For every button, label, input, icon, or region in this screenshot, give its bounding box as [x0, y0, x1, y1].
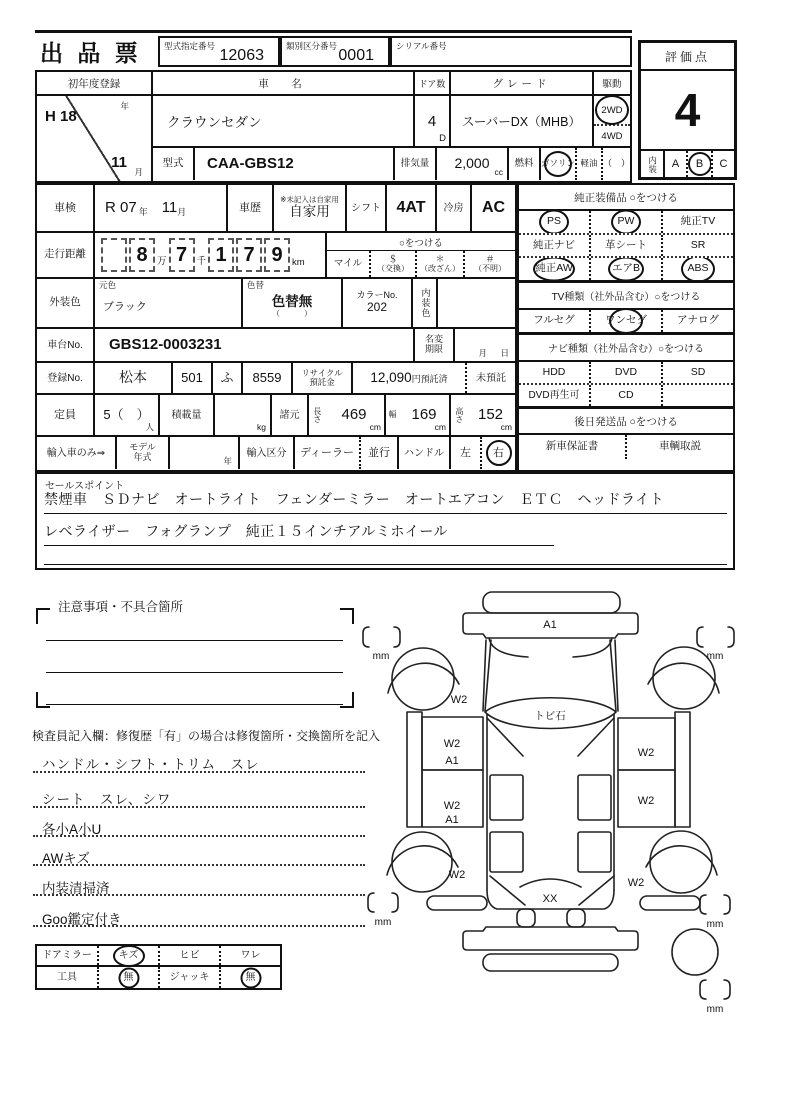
notes-line-1: [46, 626, 343, 641]
recycle-deposit: 12,090 円預託済: [353, 363, 467, 393]
classification-box: [280, 36, 390, 67]
spec-label: 諸元: [272, 395, 309, 435]
notes-bracket-tl: [36, 608, 50, 624]
registration-class: 501: [173, 363, 213, 393]
model-year-label: モデル 年式: [117, 437, 170, 469]
inspector-item-2: シート スレ、シワ: [42, 792, 172, 807]
cond-hibi: ヒビ: [160, 946, 221, 965]
tv-fullseg: フルセグ: [519, 310, 591, 332]
chassis-value: GBS12-0003231: [95, 329, 415, 361]
import-type-label: 輸入区分: [240, 437, 295, 469]
interior-color-label: 内装色: [413, 279, 438, 327]
inspector-item-6: Goo鑑定付き: [42, 912, 122, 927]
length-value: 469 cm: [324, 395, 386, 435]
equip-pw: PW: [591, 211, 663, 233]
displacement-value: 2,000 cc: [437, 148, 509, 180]
model-designation-box: [158, 36, 280, 67]
diagram-mm-br: mm: [706, 919, 724, 930]
navi-panel: [519, 335, 733, 409]
import-row: [37, 437, 515, 469]
handle-left: 左: [451, 437, 482, 469]
first-reg-cell: H 18 年 11 月: [37, 96, 151, 181]
serial-box: [390, 36, 632, 67]
rename-deadline-value: 月 日: [478, 347, 509, 358]
equipment-title: 純正装備品 ○をつける: [519, 185, 733, 211]
doors-value: 4 D: [427, 112, 446, 144]
detail-table: [35, 183, 517, 472]
evaluation-score: 4: [674, 84, 701, 136]
mileage-row: [37, 233, 515, 279]
shipping-panel: [519, 409, 733, 459]
equipment-panel: [519, 185, 733, 283]
evaluation-title: 評価点: [641, 43, 734, 71]
equip-ps: PS: [519, 211, 591, 233]
shaken-value: R 07 年 11 月: [95, 185, 228, 231]
diagram-hood-label: トビ石: [534, 710, 566, 722]
tv-analog: アナログ: [677, 314, 719, 327]
shaken-row: [37, 185, 515, 233]
diagram-rdoor1-label: W2: [637, 747, 655, 759]
page-title: 出 品 票: [40, 39, 142, 66]
inspector-line-6: [33, 912, 365, 927]
inspector-item-5: 内装清掃済: [42, 881, 110, 896]
shift-value: 4AT: [387, 185, 437, 231]
diagram-front-label: A1: [543, 619, 557, 631]
left-front-wheel: [392, 648, 454, 710]
shipping-manual: 車輌取説: [659, 440, 701, 453]
diagram-rdoor2-label: W2: [637, 795, 655, 807]
interior-grade-c: C: [719, 157, 728, 170]
inspector-line-3: [33, 822, 365, 837]
tv-panel: [519, 283, 733, 335]
interior-grade-b: B: [688, 151, 713, 177]
inspector-line-4: [33, 851, 365, 866]
load-label: 積載量: [160, 395, 215, 435]
registration-row: [37, 363, 515, 395]
fuel-other: （ ）: [602, 158, 630, 169]
sales-line-3: [44, 553, 727, 565]
grade-label: グレード: [451, 72, 592, 96]
displacement-label: 排気量: [395, 148, 437, 180]
notes-line-3: [46, 690, 343, 705]
fuel-diesel: 軽油: [577, 148, 603, 180]
tv-oneseg: ワンセグ: [591, 310, 663, 332]
exterior-base: 元色 ブラック: [95, 279, 243, 327]
cond-kizu: キズ: [99, 946, 160, 965]
mark-dollar: ＄ （交換）: [371, 251, 417, 277]
registration-number: 8559: [243, 363, 293, 393]
classification-label: 類別区分番号: [286, 41, 338, 51]
chassis-label: 車台No.: [37, 329, 95, 361]
model-designation-label: 型式指定番号: [164, 41, 216, 51]
model-year-value: 年: [170, 437, 240, 469]
height-label: 高さ: [454, 407, 464, 423]
length-label: 長さ: [312, 407, 322, 423]
diagram-rr-fender-label: W2: [627, 877, 645, 889]
front-bumper: [483, 592, 620, 613]
mark-hash: ＃ （不明）: [474, 253, 506, 273]
history-label: 車歴: [228, 185, 274, 231]
diagram-ldoor1-label2: A1: [445, 755, 459, 767]
first-reg-label: 初年度登録: [37, 72, 151, 96]
capacity-value: 5（ ） 人: [95, 395, 160, 435]
mileage-mark-header: ○をつける: [327, 233, 515, 251]
cond-doormirror: ドアミラー: [37, 946, 99, 965]
equip-abs: ABS: [663, 258, 733, 280]
exterior-change: 色替 色替無 （ ）: [243, 279, 343, 327]
fuel-label: 燃料: [509, 148, 541, 180]
cond-jack: ジャッキ: [160, 967, 221, 988]
navi-title: ナビ種類（社外品含む）○をつける: [519, 335, 733, 362]
diagram-rear-label: XX: [542, 893, 558, 905]
model-designation-value: 12063: [219, 47, 264, 64]
diagram-ldoor1-label1: W2: [443, 738, 461, 750]
diagram-ldoor2-label2: A1: [445, 814, 459, 826]
spare-tire: [672, 929, 718, 975]
width-value: 169 cm: [399, 395, 451, 435]
interior-color-value: [438, 279, 515, 327]
notes-label: 注意事項・不具合箇所: [58, 600, 184, 614]
diagram-mm-spare: mm: [706, 1004, 724, 1015]
height-value: 152 cm: [477, 405, 512, 432]
recycle-not-deposited: 未預託: [476, 372, 506, 384]
right-front-door: [618, 718, 675, 770]
exterior-row: [37, 279, 515, 329]
width-label: 幅: [388, 409, 397, 419]
registration-kana: ふ: [213, 363, 243, 393]
registration-label: 登録No.: [37, 363, 95, 393]
mark-mile: マイル: [327, 251, 371, 277]
inspector-line-2: [33, 793, 365, 808]
condition-table: [35, 944, 282, 990]
navi-blank: [663, 385, 733, 406]
shipping-warranty: 新車保証書: [519, 435, 627, 459]
registration-area: 松本: [95, 363, 173, 393]
rename-deadline-label: 名変 期限: [415, 329, 455, 361]
equip-tv: 純正TV: [680, 215, 716, 228]
diagram-mm-tl: mm: [372, 651, 390, 662]
evaluation-box: [638, 40, 737, 180]
load-value: kg: [215, 395, 272, 435]
sales-line-1: 禁煙車 ＳＤナビ オートライト フェンダーミラー オートエアコン ＥＴＣ ヘッドライト: [44, 489, 727, 514]
car-name-label: 車 名: [153, 72, 413, 96]
equip-navi: 純正ナビ: [519, 235, 591, 257]
sales-points-box: [35, 472, 735, 570]
serial-label: シリアル番号: [396, 41, 447, 51]
tv-title: TV種類（社外品含む）○をつける: [519, 283, 733, 310]
equip-aw: 純正AW: [519, 258, 591, 280]
car-name: クラウンセダン: [166, 115, 262, 130]
handle-label: ハンドル: [399, 437, 451, 469]
cond-tool: 工具: [37, 967, 99, 988]
navi-sd: SD: [690, 365, 706, 378]
navi-dvd-play: DVD再生可: [519, 385, 591, 406]
inspector-line-5: [33, 881, 365, 896]
inspector-item-3: 各小A小U: [42, 822, 102, 837]
capacity-row: [37, 395, 515, 437]
mileage-digits: 8 万 7 千 1 7 9 km: [95, 233, 327, 277]
drive-4wd: 4WD: [601, 130, 623, 142]
exterior-colorno: カラーNo. 202: [343, 279, 413, 327]
inspector-item-1: ハンドル・シフト・トリム スレ: [42, 757, 260, 772]
diagram-mm-tr: mm: [706, 651, 724, 662]
mark-asterisk: ＊ （改ざん）: [417, 251, 465, 277]
drive-2wd: 2WD: [594, 96, 630, 126]
left-rear-wheel: [392, 832, 452, 892]
grade-value: スーパーDX（MHB）: [462, 115, 581, 129]
capacity-label: 定員: [37, 395, 95, 435]
diagram-lf-fender-label: W2: [450, 694, 468, 706]
right-rear-wheel: [650, 831, 712, 893]
equipment-column: [517, 183, 735, 472]
equip-leather: 革シート: [591, 235, 663, 257]
fuel-gasoline: ガソリン: [541, 148, 577, 180]
exterior-label: 外装色: [37, 279, 95, 327]
drive-label: 駆動: [594, 72, 630, 96]
inspector-item-4: AWキズ: [42, 851, 90, 866]
sales-line-2: レベライザー フォグランプ 純正１５インチアルミホイール: [44, 521, 554, 546]
diagram-mm-bl: mm: [374, 917, 392, 928]
recycle-label: リサイクル 預託金: [293, 363, 353, 393]
diagram-ldoor2-label1: W2: [443, 800, 461, 812]
import-dealer: ディーラー: [295, 437, 361, 469]
cooling-value: AC: [481, 199, 506, 217]
shipping-title: 後日発送品 ○をつける: [519, 409, 733, 435]
inspector-line-1: [33, 758, 365, 773]
import-parallel: 並行: [361, 437, 399, 469]
car-diagram: [352, 575, 784, 1027]
interior-grade-a: A: [665, 151, 688, 177]
cond-jack-none: 無: [221, 967, 280, 988]
navi-cd: CD: [591, 385, 663, 406]
model-code: CAA-GBS12: [195, 148, 395, 180]
cooling-label: 冷房: [437, 185, 472, 231]
navi-dvd: DVD: [591, 362, 663, 383]
sales-points-label: セールスポイント: [45, 481, 125, 492]
notes-line-2: [46, 658, 343, 673]
rear-bumper: [483, 954, 618, 971]
shift-label: シフト: [347, 185, 387, 231]
diagram-lr-fender-label: W2: [448, 869, 466, 881]
equip-airbag: エアB: [591, 258, 663, 280]
top-rule: [35, 30, 632, 33]
interior-grade-label: 内装: [641, 151, 665, 177]
shaken-label: 車検: [37, 185, 95, 231]
navi-hdd: HDD: [519, 362, 591, 383]
import-label: 輸入車のみ⇒: [37, 437, 117, 469]
rear-panel: [463, 927, 638, 950]
chassis-row: [37, 329, 515, 363]
vehicle-table: [35, 70, 632, 183]
cond-ware: ワレ: [240, 950, 261, 961]
doors-label: ドア数: [415, 72, 449, 96]
classification-value: 0001: [338, 47, 374, 64]
model-code-label: 型式: [153, 148, 195, 180]
inspector-header: 検査員記入欄：修復歴「有」の場合は修復箇所・交換箇所を記入: [32, 729, 381, 743]
mileage-label: 走行距離: [37, 233, 95, 277]
equip-sr: SR: [690, 238, 706, 251]
handle-right: 右: [482, 437, 515, 469]
cond-tool-none: 無: [99, 967, 160, 988]
history-value: ※未記入は自家用 自家用: [274, 185, 347, 231]
